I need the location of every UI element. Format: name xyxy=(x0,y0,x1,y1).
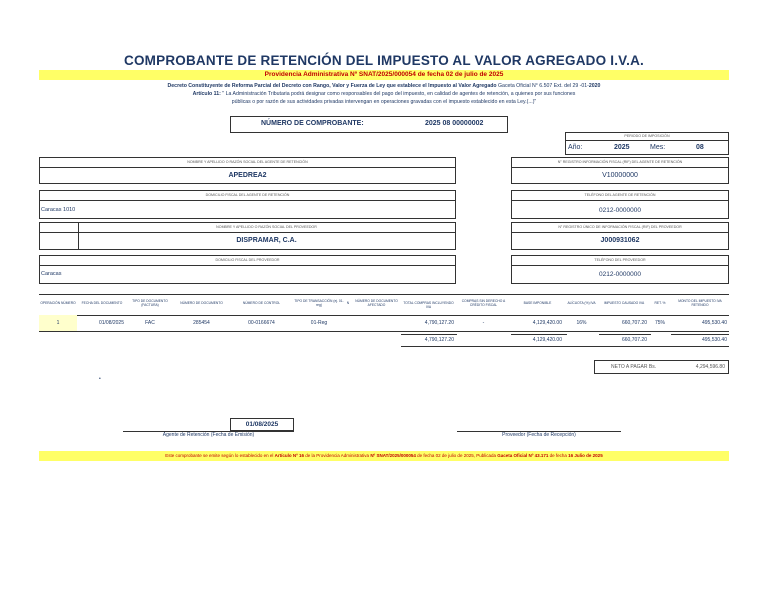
th-num-control: NÚMERO DE CONTROL xyxy=(242,301,281,305)
footer-b2: Nº SNAT/2025/000054 xyxy=(370,453,416,458)
proveedor-name: DISPRAMAR, C.A. xyxy=(236,237,297,244)
total-retenido: 495,530.40 xyxy=(701,337,727,343)
cell-num-doc: 285454 xyxy=(193,320,210,326)
th-n: N xyxy=(346,301,350,305)
proveedor-rif-box xyxy=(511,222,729,250)
agente-rif-box xyxy=(511,157,729,184)
proveedor-address-box xyxy=(39,255,456,284)
agente-address-box xyxy=(39,190,456,219)
th-impuesto: IMPUESTO CAUSADO IVA xyxy=(603,301,645,305)
agente-rif-caption: N° REGISTRO INFORMACIÓN FISCAL (RIF) DEL AGENTE DE RETENCIÓN xyxy=(557,160,683,164)
footer-t4: de fecha xyxy=(548,453,569,458)
footer-t1: Este comprobante se emite según lo establecido en el xyxy=(165,453,275,458)
total-compras: 4,790,127.20 xyxy=(424,337,454,343)
proveedor-rif: J000931062 xyxy=(600,237,640,244)
cell-sin-credito: - xyxy=(482,320,485,326)
agente-phone: 0212-0000000 xyxy=(599,207,641,214)
cell-total-compras: 4,790,127.20 xyxy=(424,320,454,326)
proveedor-name-caption: NOMBRE Y APELLIDO O RAZÓN SOCIAL DEL PROVEEDOR xyxy=(216,225,317,229)
cell-impuesto: 660,707.20 xyxy=(621,320,647,326)
footer-note xyxy=(39,451,729,461)
proveedor-address-caption: DOMICILIO FISCAL DEL PROVEEDOR xyxy=(215,258,280,262)
periodo-box xyxy=(565,132,729,155)
proveedor-address: Caracas xyxy=(41,271,62,277)
proveedor-signature-label: Proveedor (Fecha de Recepción) xyxy=(502,432,576,438)
th-sin-credito: COMPRAS SIN DERECHO A CRÉDITO FISCAL xyxy=(461,299,506,307)
footer-b1: Artículo Nº 16 xyxy=(274,453,305,458)
footer-b3: Gaceta Oficial Nº 43.171 xyxy=(497,453,549,458)
decree-text xyxy=(39,82,729,106)
footer-t3: de fecha 02 de julio de 2025, Publicada xyxy=(415,453,498,458)
agente-signature-label: Agente de Retención (Fecha de Emisión) xyxy=(162,432,255,438)
mes-value: 08 xyxy=(696,144,704,151)
neto-label: NETO A PAGAR Bs. xyxy=(611,364,657,370)
total-impuesto: 660,707.20 xyxy=(621,337,647,343)
agente-name-caption: NOMBRE Y APELLIDO O RAZÓN SOCIAL DEL AGENTE DE RETENCIÓN xyxy=(187,160,308,164)
cell-tipo-trans: 01-Reg xyxy=(310,320,328,326)
cell-operacion: 1 xyxy=(56,320,60,326)
comprobante-box xyxy=(230,116,508,133)
agente-phone-box xyxy=(511,190,729,219)
th-ret: RET. % xyxy=(654,301,666,305)
footer-b4: 16 Julio de 2025 xyxy=(568,453,603,458)
neto-value: 4,294,596.80 xyxy=(695,364,725,370)
proveedor-phone-box xyxy=(511,255,729,284)
comprobante-label: NÚMERO DE COMPROBANTE: xyxy=(261,120,364,127)
total-base: 4,129,420.00 xyxy=(532,337,562,343)
bullet-mark: • xyxy=(99,376,101,382)
decree-line1-bold: Decreto Constituyente de Reforma Parcial del Decreto con Rango, Valor y Fuerza de Ley que establece el Impuesto al Valor Agregado xyxy=(167,83,497,89)
th-doc-afectado: NÚMERO DE DOCUMENTO AFECTADO xyxy=(355,299,398,307)
decree-line1-rest: Gaceta Oficial N° 6.507 Ext. del 29 -01- xyxy=(496,83,589,89)
cell-retenido: 495,530.40 xyxy=(701,320,727,326)
decree-line2-bold: Artículo 11: xyxy=(192,91,221,97)
neto-box xyxy=(594,360,729,374)
th-retenido: MONTO DEL IMPUESTO IVA RETENIDO xyxy=(678,299,722,307)
agente-name-box xyxy=(39,157,456,184)
document-title: COMPROBANTE DE RETENCIÓN DEL IMPUESTO AL VALOR AGREGADO I.V.A. xyxy=(124,53,644,68)
proveedor-name-box xyxy=(39,222,456,250)
decree-line3: públicas o por razón de sus actividades privadas intervengan en operaciones gravadas con el impuesto establecido en esta Ley.(...)" xyxy=(231,99,537,105)
table-row xyxy=(39,315,729,332)
table-header-row xyxy=(39,294,729,316)
th-total-compras: TOTAL COMPRAS INCLUYENDO IVA xyxy=(403,301,454,309)
cell-num-control: 00-0166674 xyxy=(248,320,275,326)
agente-address-caption: DOMICILIO FISCAL DEL AGENTE DE RETENCIÓN xyxy=(205,193,290,197)
th-operacion: OPERACIÓN NÚMERO xyxy=(40,301,76,305)
cell-base: 4,129,420.00 xyxy=(532,320,562,326)
th-tipo-doc: TIPO DE DOCUMENTO (FACTURA) xyxy=(132,299,168,307)
cell-tipo-doc: FAC xyxy=(145,320,155,326)
th-base: BASE IMPONIBLE xyxy=(523,301,552,305)
cell-alicuota: 16% xyxy=(576,320,587,326)
agente-rif: V10000000 xyxy=(602,172,638,179)
th-alicuota: ALÍCUOTA (%) IVA xyxy=(567,301,596,305)
cell-fecha: 01/08/2025 xyxy=(98,320,124,326)
footer-t2: de la Providencia Administrativa xyxy=(304,453,371,458)
fecha-emision: 01/08/2025 xyxy=(245,421,279,428)
agente-phone-caption: TELÉFONO DEL AGENTE DE RETENCIÓN xyxy=(584,193,656,197)
th-num-doc: NÚMERO DE DOCUMENTO xyxy=(180,301,223,305)
anio-label: Año: xyxy=(568,144,583,151)
periodo-caption: PERIODO DE IMPOSICIÓN xyxy=(624,134,670,138)
proveedor-phone: 0212-0000000 xyxy=(599,271,641,278)
agente-address: Caracas 1010 xyxy=(41,207,76,213)
anio-value: 2025 xyxy=(614,144,630,151)
cell-ret: 75% xyxy=(654,320,665,326)
th-tipo-trans: TIPO DE TRANSACCIÓN (ej. 01-reg) xyxy=(294,299,344,307)
comprobante-value: 2025 08 00000002 xyxy=(425,120,484,127)
proveedor-rif-caption: N° REGISTRO ÚNICO DE INFORMACIÓN FISCAL (RIF) DEL PROVEEDOR xyxy=(558,225,682,229)
fecha-emision-box xyxy=(230,418,294,431)
providencia-subtitle: Providencia Administrativa Nº SNAT/2025/000054 de fecha 02 de julio de 2025 xyxy=(39,70,729,80)
decree-line1-year: 2020 xyxy=(588,83,601,89)
agente-name: APEDREA2 xyxy=(228,172,267,179)
decree-line2-rest: " La Administración Tributaria podrá designar como responsables del pago del impuesto, en calidad de agentes de retención, a quienes por sus funciones xyxy=(220,91,576,97)
proveedor-phone-caption: TELÉFONO DEL PROVEEDOR xyxy=(594,258,646,262)
th-fecha: FECHA DEL DOCUMENTO xyxy=(81,301,123,305)
mes-label: Mes: xyxy=(650,144,666,151)
